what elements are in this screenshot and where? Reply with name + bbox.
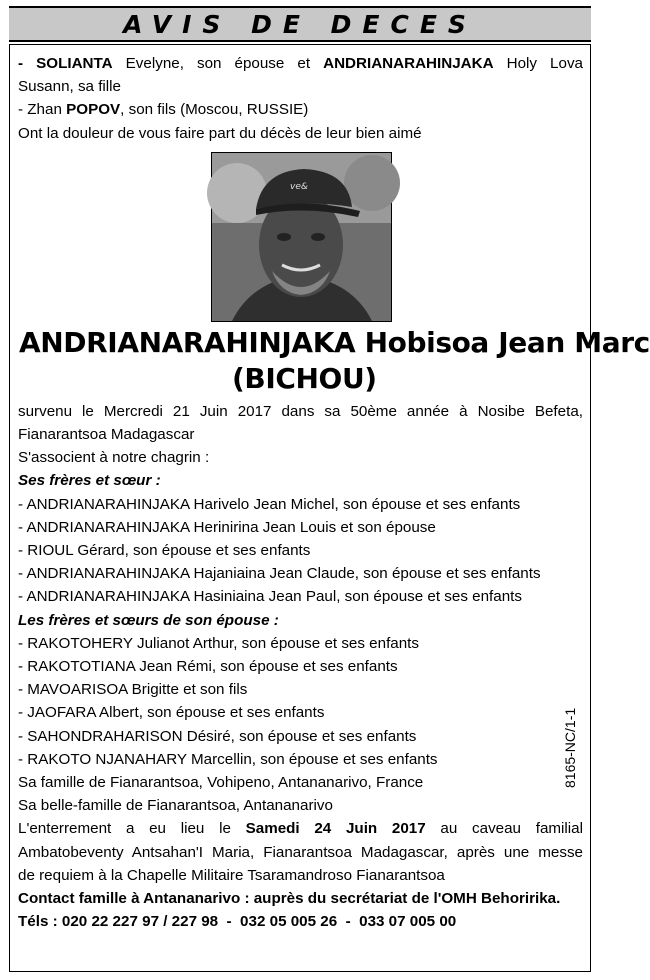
family-line: Sa belle-famille de Fianarantsoa, Antananarivo (18, 797, 333, 815)
deceased-nickname: (BICHOU) (232, 361, 377, 395)
notice-banner (9, 6, 591, 42)
in-law-item: - RAKOTOTIANA Jean Rémi, son épouse et ses enfants (18, 658, 398, 676)
notice-content (18, 52, 650, 933)
banner-title: AVIS DE DECES (123, 9, 477, 39)
burial-line: Ambatobeventy Antsahan'I Maria, Fianarantsoa Madagascar, après une messe (18, 843, 583, 861)
sibling-item: - ANDRIANARAHINJAKA Herinirina Jean Louis et son épouse (18, 518, 436, 536)
announcer-text: Evelyne, son épouse et (112, 55, 324, 72)
burial-text: L'enterrement a eu lieu le (18, 820, 246, 838)
announcer-line (18, 52, 583, 75)
announcer-name: SOLIANTA (36, 55, 113, 72)
death-notice-line: S'associent à notre chagrin : (18, 449, 210, 467)
announcement-line: Ont la douleur de vous faire part du décès de leur bien aimé (18, 124, 422, 142)
announcer-text: , son fils (Moscou, RUSSIE) (120, 101, 309, 119)
in-law-item: - RAKOTOHERY Julianot Arthur, son épouse et ses enfants (18, 634, 419, 652)
burial-date: Samedi 24 Juin 2017 (245, 820, 426, 838)
announcer-prefix: - (18, 55, 37, 72)
death-notice-line: survenu le Mercredi 21 Juin 2017 dans sa 50ème année à Nosibe Befeta, (18, 402, 583, 420)
portrait-image (212, 153, 391, 321)
sibling-item: - ANDRIANARAHINJAKA Hasiniaina Jean Paul, son épouse et ses enfants (18, 588, 522, 606)
contact-line: Contact famille à Antananarivo : auprès du secrétariat de l'OMH Behoririka. (18, 890, 561, 908)
in-laws-heading: Les frères et sœurs de son épouse : (18, 611, 279, 629)
deceased-name: ANDRIANARAHINJAKA Hobisoa Jean Marc (19, 325, 650, 359)
sibling-item: - ANDRIANARAHINJAKA Harivelo Jean Michel, son épouse et ses enfants (18, 495, 521, 513)
reference-code: 8165-NC/1-1 (562, 707, 578, 788)
announcer-line (18, 98, 583, 121)
burial-text: au caveau familial (425, 820, 583, 838)
announcer-name: POPOV (66, 101, 121, 119)
announcer-text: Holy Lova (493, 55, 583, 72)
announcer-prefix: - Zhan (18, 101, 67, 119)
phone-line: Téls : 020 22 227 97 / 227 98 - 032 05 005 26 - 033 07 005 00 (18, 913, 457, 931)
announcer-name: ANDRIANARAHINJAKA (323, 55, 494, 72)
in-law-item: - SAHONDRAHARISON Désiré, son épouse et ses enfants (18, 727, 417, 745)
announcer-line: Susann, sa fille (18, 78, 121, 96)
sibling-item: - ANDRIANARAHINJAKA Hajaniaina Jean Claude, son épouse et ses enfants (18, 565, 541, 583)
sibling-item: - RIOUL Gérard, son épouse et ses enfants (18, 542, 311, 560)
burial-line: de requiem à la Chapelle Militaire Tsaramandroso Fianarantsoa (18, 866, 445, 884)
portrait-photo (211, 152, 392, 322)
burial-line (18, 817, 583, 840)
family-line: Sa famille de Fianarantsoa, Vohipeno, Antananarivo, France (18, 774, 424, 792)
siblings-heading: Ses frères et sœur : (18, 472, 161, 490)
in-law-item: - JAOFARA Albert, son épouse et ses enfants (18, 704, 325, 722)
in-law-item: - MAVOARISOA Brigitte et son fils (18, 681, 248, 699)
cap-logo-text: ve& (290, 181, 308, 192)
death-notice-line: Fianarantsoa Madagascar (18, 426, 195, 444)
in-law-item: - RAKOTO NJANAHARY Marcellin, son épouse et ses enfants (18, 750, 438, 768)
